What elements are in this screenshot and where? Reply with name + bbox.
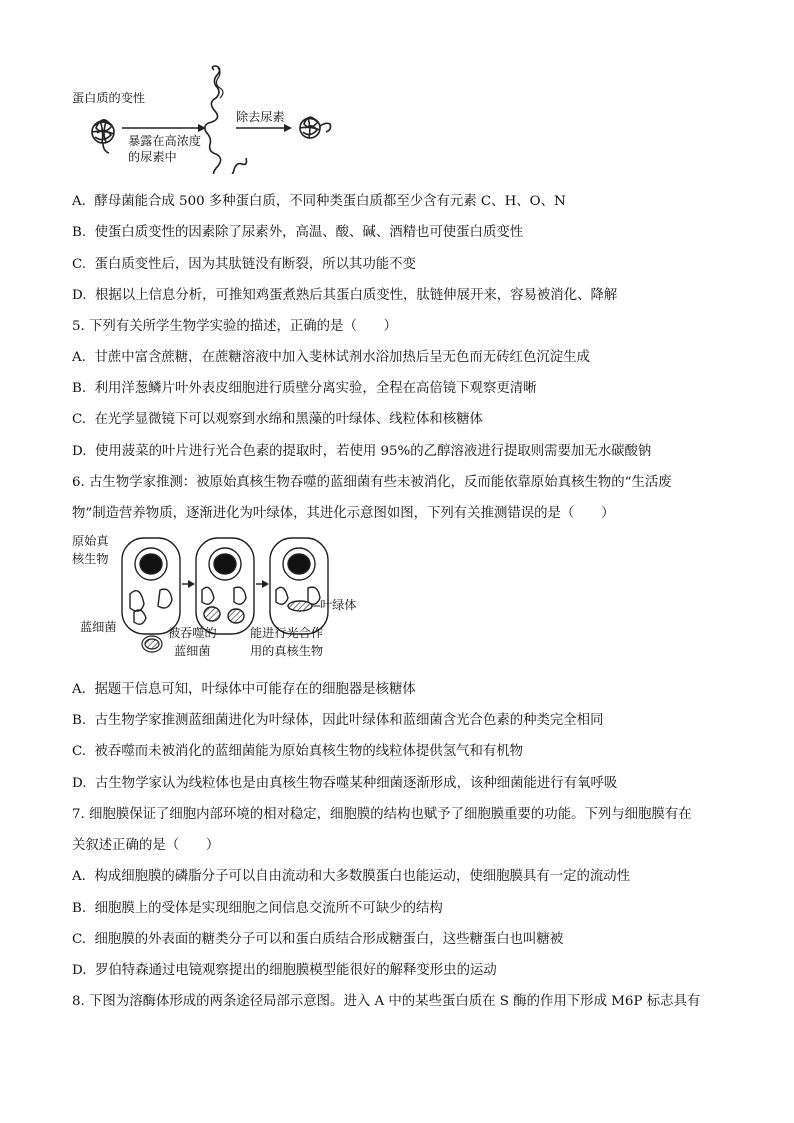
q7-option-d: D. 罗伯特森通过电镜观察提出的细胞膜模型能很好的解释变形虫的运动: [72, 963, 497, 978]
q7-option-c: C. 细胞膜的外表面的糖类分子可以和蛋白质结合形成糖蛋白，这些糖蛋白也叫糖被: [72, 932, 564, 947]
cyanobacterium: [142, 636, 162, 652]
q4-option-c: C. 蛋白质变性后，因为其肽链没有断裂，所以其功能不变: [72, 257, 416, 272]
remove-urea-label: 除去尿素: [236, 110, 285, 124]
q7-stem-line1: 7. 细胞膜保证了细胞内部环境的相对稳定，细胞膜的结构也赋予了细胞膜重要的功能。下列与细胞膜有在: [72, 807, 692, 822]
q6-option-d: D. 古生物学家认为线粒体也是由真核生物吞噬某种细菌逐渐形成，该种细菌能进行有氧呼吸: [72, 776, 618, 791]
q5-option-a: A. 甘蔗中富含蔗糖，在蔗糖溶液中加入斐林试剂水浴加热后呈无色而无砖红色沉淀生成: [72, 350, 590, 365]
primitive-eukaryote-cell: [122, 538, 180, 634]
q5-option-c: C. 在光学显微镜下可以观察到水绵和黑藻的叶绿体、线粒体和核糖体: [72, 412, 483, 427]
q7-stem-line2: 关叙述正确的是（ ）: [72, 838, 220, 853]
q4-option-d: D. 根据以上信息分析，可推知鸡蛋煮熟后其蛋白质变性，肽链伸展开来，容易被消化、降解: [72, 288, 618, 303]
q4-option-b: B. 使蛋白质变性的因素除了尿素外，高温、酸、碱、酒精也可使蛋白质变性: [72, 225, 524, 240]
engulfed-label-1: 被吞噬的: [168, 626, 217, 640]
folded-protein-right: [300, 117, 331, 138]
q6-option-b: B. 古生物学家推测蓝细菌进化为叶绿体，因此叶绿体和蓝细菌含光合色素的种类完全相同: [72, 713, 604, 728]
q6-stem-line1: 6. 古生物学家推测：被原始真核生物吞噬的蓝细菌有些未被消化，反而能依靠原始真核生物的“生活废: [72, 475, 672, 490]
q5-stem: 5. 下列有关所学生物学实验的描述，正确的是（ ）: [72, 319, 398, 334]
engulfed-label-2: 蓝细菌: [174, 644, 211, 658]
engulfing-cell: [196, 538, 254, 634]
q8-stem-line1: 8. 下图为溶酶体形成的两条途径局部示意图。进入 A 中的某些蛋白质在 S 酶的作用下形成 M6P 标志具有: [72, 994, 701, 1009]
protein-denaturation-figure: [70, 64, 340, 174]
denaturation-diagram: [70, 64, 340, 174]
folded-protein-left: [92, 120, 114, 153]
q6-option-c: C. 被吞噬而未被消化的蓝细菌能为原始真核生物的线粒体提供氢气和有机物: [72, 744, 524, 759]
primitive-eukaryote-label-1: 原始真: [72, 534, 109, 548]
q6-option-a: A. 据题干信息可知，叶绿体中可能存在的细胞器是核糖体: [72, 682, 416, 697]
photosynthetic-eukaryote-label-2: 用的真核生物: [250, 644, 324, 658]
q7-option-b: B. 细胞膜上的受体是实现细胞之间信息交流所不可缺少的结构: [72, 901, 443, 916]
q7-option-a: A. 构成细胞膜的磷脂分子可以自由流动和大多数膜蛋白也能运动，使细胞膜具有一定的流动性: [72, 869, 631, 884]
endosymbiosis-figure: [70, 532, 370, 664]
q6-stem-line2: 物”制造营养物质，逐渐进化为叶绿体，其进化示意图如图，下列有关推测错误的是（ ）: [72, 506, 615, 521]
q5-option-b: B. 利用洋葱鳞片叶外表皮细胞进行质壁分离实验，全程在高倍镜下观察更清晰: [72, 381, 537, 396]
exposed-urea-label-1: 暴露在高浓度: [128, 134, 202, 148]
photosynthetic-eukaryote-cell: [270, 538, 328, 634]
photosynthetic-eukaryote-label-1: 能进行光合作: [250, 626, 324, 640]
exposed-urea-label-2: 的尿素中: [128, 150, 177, 164]
cyanobacterium-label: 蓝细菌: [80, 620, 117, 634]
denaturation-title: 蛋白质的变性: [72, 91, 146, 105]
primitive-eukaryote-label-2: 核生物: [72, 552, 109, 566]
q5-option-d: D. 使用菠菜的叶片进行光合色素的提取时，若使用 95%的乙醇溶液进行提取则需要加无水碳酸钠: [72, 444, 652, 459]
q4-option-a: A. 酵母菌能合成 500 多种蛋白质，不同种类蛋白质都至少含有元素 C、H、O、N: [72, 194, 566, 209]
chloroplast-label: 叶绿体: [320, 598, 357, 612]
